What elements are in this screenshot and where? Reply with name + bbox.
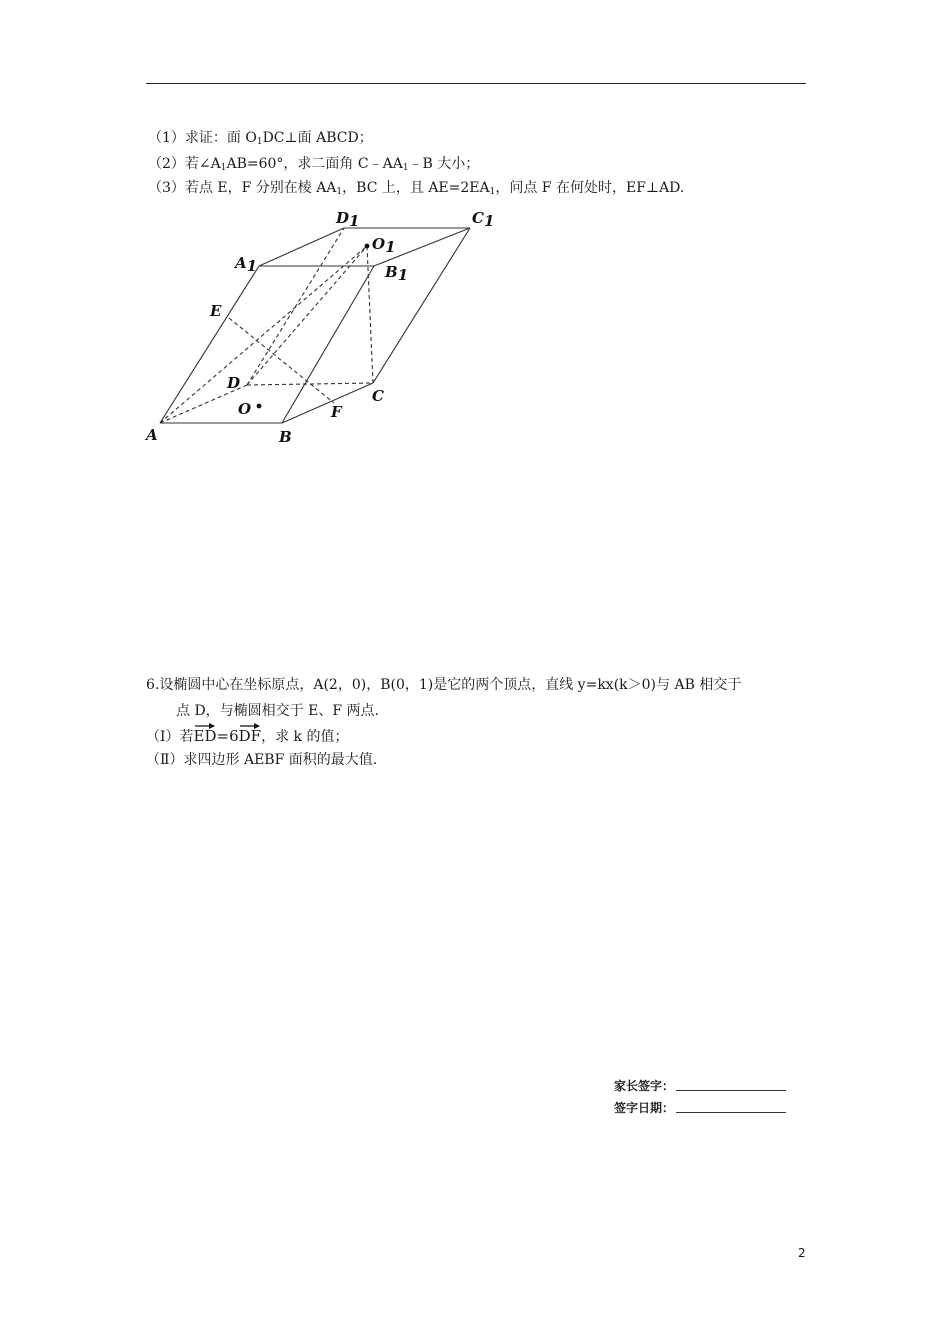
problem6-stem-line2: 点 D，与椭圆相交于 E、F 两点. — [176, 703, 379, 719]
problem5-question-1: （1）求证：面 $O_1DC\perp$面 ABCD； — [148, 130, 373, 147]
header-rule — [146, 83, 806, 84]
segment-AO1 — [160, 246, 367, 423]
problem5-question-3: （3）若点 E，F 分别在棱 $AA_1$，BC 上，且 $AE=2EA_1$，问点 F 在何处时，EF⊥AD. — [148, 180, 685, 197]
label-C: C — [372, 387, 384, 405]
label-D: D — [227, 374, 241, 392]
point-O — [257, 404, 262, 409]
vector-DF: DF — [239, 722, 261, 744]
edge-BC — [282, 383, 373, 423]
edge-A1D1 — [259, 228, 344, 266]
label-C1: C1 — [472, 209, 495, 230]
problem6-stem-line1: 6.设椭圆中心在坐标原点，A(2，0)，B(0，1)是它的两个顶点，直线 y=kx(k＞0)与 AB 相交于 — [146, 677, 742, 693]
vector-ED: ED — [194, 722, 217, 744]
parallelepiped-figure — [140, 200, 510, 450]
problem5-question-2: （2）若$\angle A_1AB=60^\circ$，求二面角 $C﹣AA_1﹣B$ 大小； — [148, 156, 480, 173]
label-O: O — [238, 400, 252, 418]
label-D1: D1 — [336, 209, 360, 230]
label-E: E — [210, 302, 222, 320]
problem6-part-1: （Ⅰ）若 ED=6 DF，求 k 的值； — [146, 722, 348, 749]
label-B1: B1 — [385, 263, 409, 284]
label-A: A — [146, 426, 158, 444]
signature-date-field[interactable]: 签字日期： — [614, 1100, 786, 1116]
label-B: B — [279, 428, 292, 446]
signature-blank[interactable] — [676, 1079, 786, 1091]
edge-DC — [247, 383, 373, 385]
problem6-part-2: （Ⅱ）求四边形 AEBF 面积的最大值. — [146, 752, 378, 768]
page-number: 2 — [798, 1246, 806, 1260]
edge-BB1 — [282, 266, 374, 423]
label-F: F — [331, 403, 342, 421]
label-O1: O1 — [372, 235, 396, 256]
vector-arrow-icon — [194, 722, 216, 730]
point-O1 — [365, 244, 370, 249]
segment-DO1 — [247, 246, 367, 385]
label-A1: A1 — [235, 254, 258, 275]
vector-arrow-icon — [239, 722, 261, 730]
parent-signature-field[interactable]: 家长签字： — [614, 1078, 786, 1094]
date-blank[interactable] — [676, 1101, 786, 1113]
